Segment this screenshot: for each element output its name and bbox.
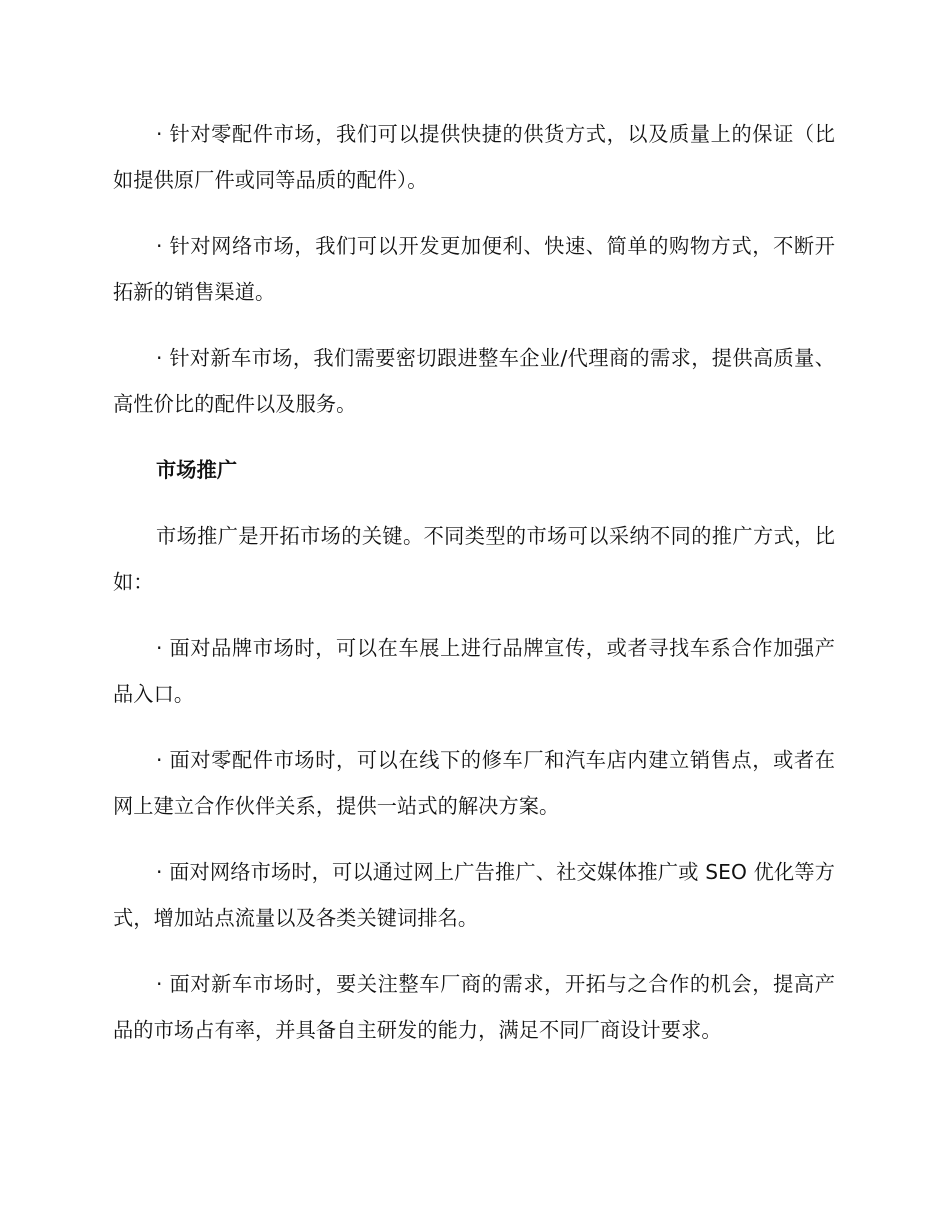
bullet-paragraph-online-market: · 针对网络市场，我们可以开发更加便利、快速、简单的购物方式，不断开拓新的销售渠道。 [113, 234, 835, 304]
promo-item-parts-market: · 面对零配件市场时，可以在线下的修车厂和汽车店内建立销售点，或者在网上建立合作伙伴关系，提供一站式的解决方案。 [113, 748, 835, 818]
section-heading: 市场推广 [156, 458, 238, 482]
promo-item-brand-market: · 面对品牌市场时，可以在车展上进行品牌宣传，或者寻找车系合作加强产品入口。 [113, 636, 835, 706]
bullet-paragraph-parts-market: · 针对零配件市场，我们可以提供快捷的供货方式，以及质量上的保证（比如提供原厂件或同等品质的配件）。 [113, 122, 835, 192]
promo-item-new-car-market: · 面对新车市场时，要关注整车厂商的需求，开拓与之合作的机会，提高产品的市场占有率，并具备自主研发的能力，满足不同厂商设计要求。 [113, 972, 835, 1042]
promo-item-online-market: · 面对网络市场时，可以通过网上广告推广、社交媒体推广或 SEO 优化等方式，增加站点流量以及各类关键词排名。 [113, 860, 835, 930]
document-page [113, 111, 835, 1073]
section-intro: 市场推广是开拓市场的关键。不同类型的市场可以采纳不同的推广方式，比如： [113, 524, 835, 594]
bullet-paragraph-new-car-market: · 针对新车市场，我们需要密切跟进整车企业/代理商的需求，提供高质量、高性价比的配件以及服务。 [113, 346, 835, 416]
